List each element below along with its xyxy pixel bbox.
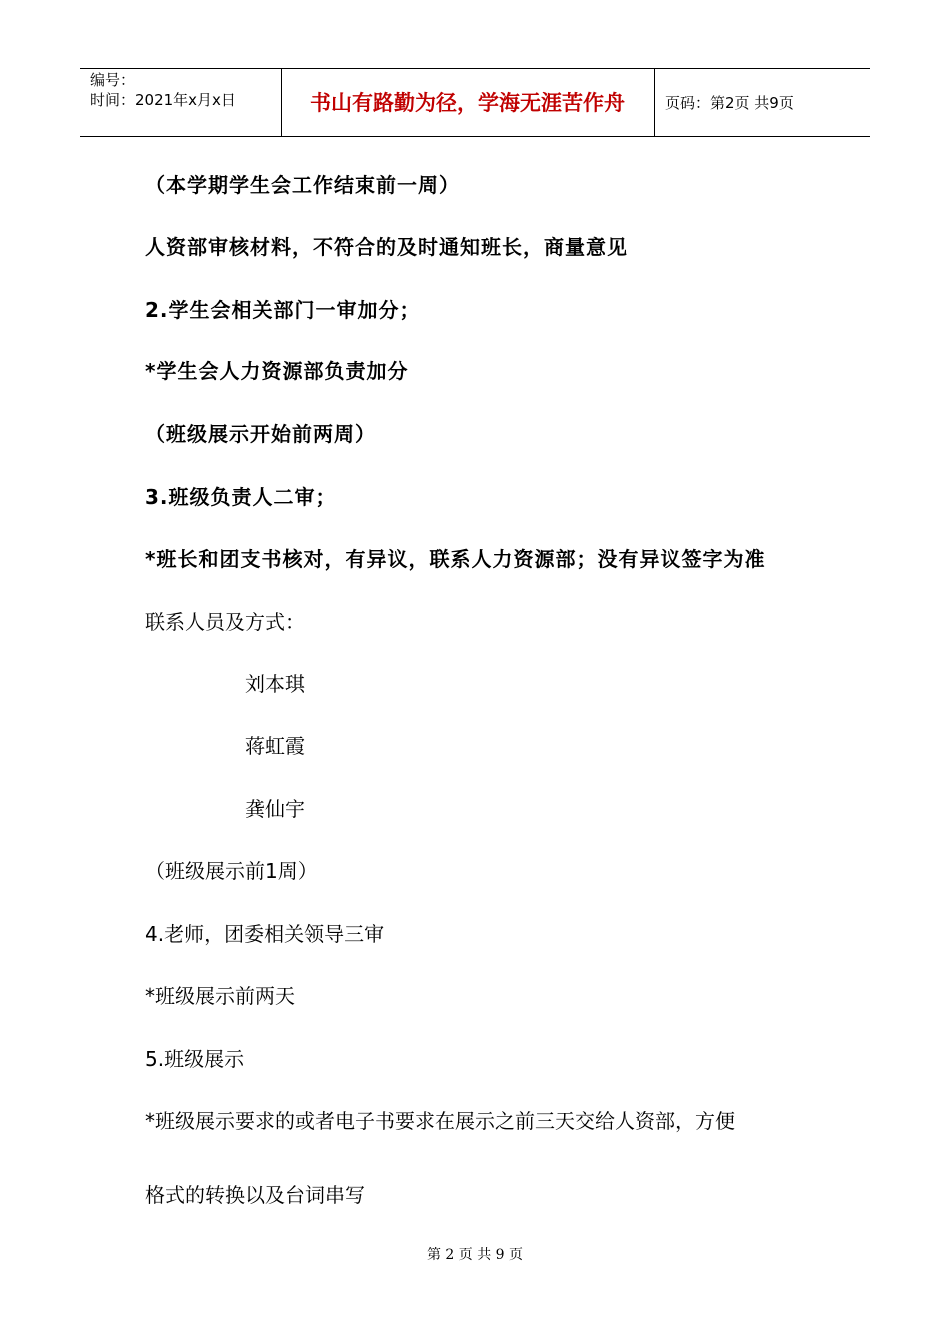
header-meta-cell bbox=[80, 69, 282, 136]
body-line: 格式的转换以及台词串写 bbox=[145, 1183, 365, 1207]
body-line: 4.老师，团委相关领导三审 bbox=[145, 922, 385, 946]
body-line: *班级展示前两天 bbox=[145, 984, 295, 1008]
body-line: （班级展示开始前两周） bbox=[145, 422, 376, 446]
page-header bbox=[80, 68, 870, 137]
page-footer: 第 2 页 共 9 页 bbox=[426, 1247, 524, 1263]
body-line: 2.学生会相关部门一审加分； bbox=[145, 298, 421, 322]
contact-name: 龚仙宇 bbox=[245, 797, 305, 821]
body-line: 人资部审核材料，不符合的及时通知班长，商量意见 bbox=[145, 235, 628, 259]
body-line: 3.班级负责人二审； bbox=[145, 485, 337, 509]
body-line: （本学期学生会工作结束前一周） bbox=[145, 173, 460, 197]
header-motto: 书山有路勤为径，学海无涯苦作舟 bbox=[310, 91, 625, 115]
contact-name: 刘本琪 bbox=[245, 672, 305, 696]
body-line: （班级展示前1周） bbox=[145, 859, 318, 883]
contact-name: 蒋虹霞 bbox=[245, 734, 305, 758]
header-page-cell bbox=[655, 69, 870, 136]
body-line: *班长和团支书核对，有异议，联系人力资源部；没有异议签字为准 bbox=[145, 547, 766, 571]
body-line: *学生会人力资源部负责加分 bbox=[145, 359, 409, 383]
document-time-label: 时间：2021年x月x日 bbox=[90, 91, 236, 109]
contact-heading: 联系人员及方式： bbox=[145, 610, 305, 634]
body-line: *班级展示要求的或者电子书要求在展示之前三天交给人资部，方便 bbox=[145, 1109, 735, 1133]
header-motto-cell bbox=[281, 69, 655, 136]
body-line: 5.班级展示 bbox=[145, 1047, 245, 1071]
header-page-info: 页码：第2页 共9页 bbox=[665, 94, 794, 112]
document-number-label: 编号： bbox=[90, 71, 136, 89]
